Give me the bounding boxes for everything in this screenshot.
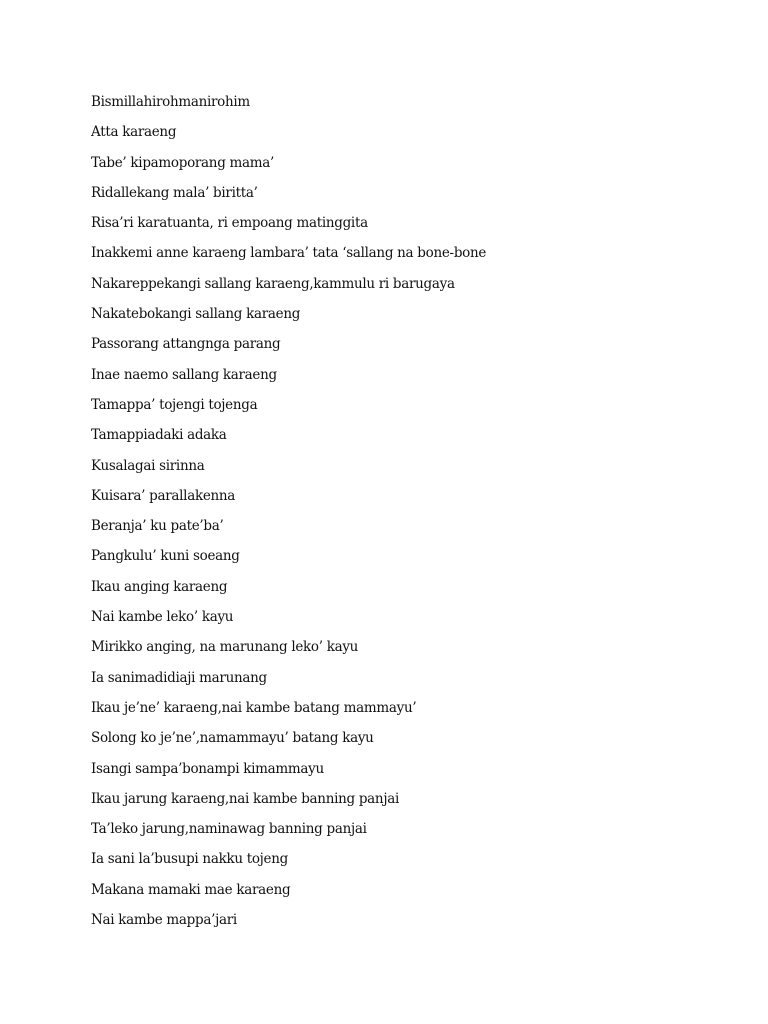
text-line-23: Isangi sampa’bonampi kimammayu	[91, 760, 324, 777]
text-line-22: Solong ko je’ne’,namammayu’ batang kayu	[91, 730, 374, 747]
text-line-17: Ikau anging karaeng	[91, 578, 228, 595]
text-line-28: Nai kambe mappa’jari	[91, 912, 237, 929]
text-line-13: Kusalagai sirinna	[91, 457, 205, 474]
text-line-6: Inakkemi anne karaeng lambara’ tata ‘sallang na bone-bone	[91, 245, 487, 262]
text-line-11: Tamappa’ tojengi tojenga	[91, 396, 258, 413]
text-line-21: Ikau je’ne’ karaeng,nai kambe batang mammayu’	[91, 699, 417, 716]
text-line-7: Nakareppekangi sallang karaeng,kammulu ri barugaya	[91, 275, 455, 292]
text-line-12: Tamappiadaki adaka	[91, 427, 227, 444]
text-line-9: Passorang attangnga parang	[91, 336, 281, 353]
text-line-27: Makana mamaki mae karaeng	[91, 881, 291, 898]
poem-lines	[91, 89, 486, 937]
text-line-24: Ikau jarung karaeng,nai kambe banning panjai	[91, 790, 399, 807]
text-line-16: Pangkulu’ kuni soeang	[91, 548, 240, 565]
text-line-26: Ia sani la’busupi nakku tojeng	[91, 851, 288, 868]
text-line-25: Ta’leko jarung,naminawag banning panjai	[91, 821, 367, 838]
text-line-10: Inae naemo sallang karaeng	[91, 366, 277, 383]
text-line-4: Ridallekang mala’ biritta’	[91, 184, 258, 201]
text-line-20: Ia sanimadidiaji marunang	[91, 669, 267, 686]
text-line-2: Atta karaeng	[91, 124, 177, 141]
text-line-14: Kuisara’ parallakenna	[91, 487, 236, 504]
text-line-19: Mirikko anging, na marunang leko’ kayu	[91, 639, 359, 656]
text-line-5: Risa’ri karatuanta, ri empoang matinggita	[91, 215, 368, 232]
text-line-3: Tabe’ kipamoporang mama’	[91, 154, 275, 171]
text-line-1: Bismillahirohmanirohim	[91, 94, 250, 110]
text-line-15: Beranja’ ku pate’ba’	[91, 518, 224, 535]
text-line-8: Nakatebokangi sallang karaeng	[91, 306, 301, 323]
text-line-18: Nai kambe leko’ kayu	[91, 609, 234, 626]
